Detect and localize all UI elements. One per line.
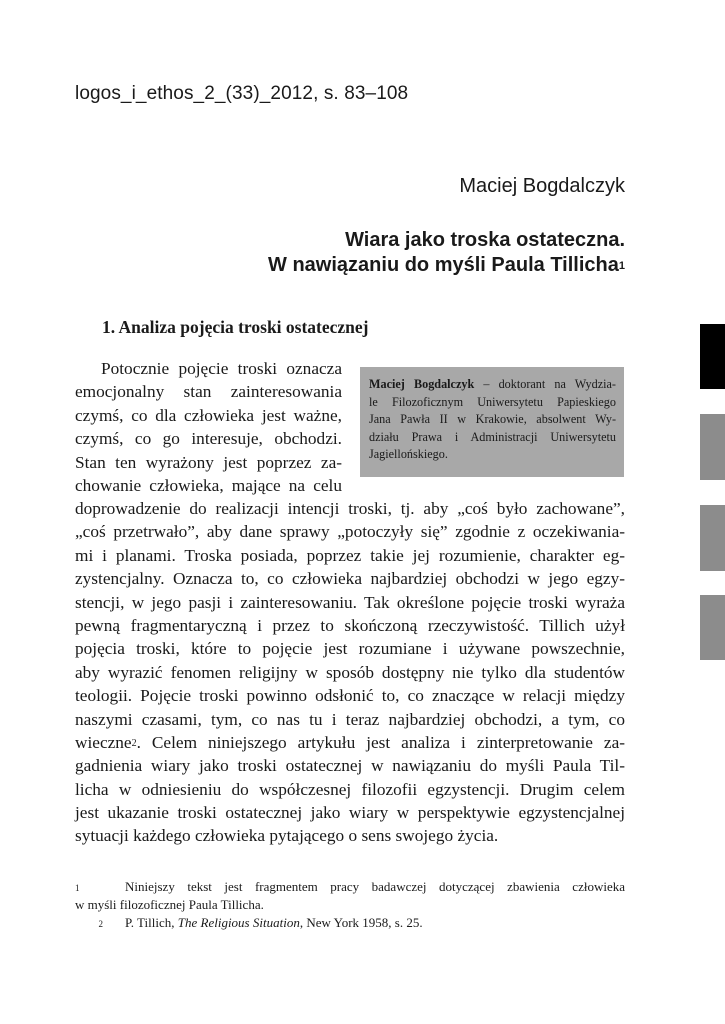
section-heading: 1. Analiza pojęcia troski ostatecznej: [102, 317, 369, 337]
title-line-1: Wiara jako troska ostateczna.: [345, 229, 625, 251]
paragraph-line: emocjonalny stan zainteresowania: [75, 382, 342, 402]
bio-line: Jagiellońskiego.: [369, 447, 448, 461]
paragraph-wrapped-part: [75, 357, 342, 497]
footnote-1-number: 1: [75, 883, 80, 893]
paragraph-line: licha w odniesieniu do współczesnej filozofii egzystencji. Drugim celem: [75, 779, 625, 799]
bio-author-name: Maciej Bogdalczyk: [369, 377, 475, 391]
footnote-2-mark[interactable]: 2: [131, 737, 137, 749]
line-text: . Celem niniejszego artykułu jest analiza i zinterpretowanie za-: [136, 732, 625, 752]
title-line-2-text: W nawiązaniu do myśli Paula Tillicha: [268, 254, 619, 276]
paragraph-line: czymś, co dla człowieka jest ważne,: [75, 405, 342, 425]
footnote-1-text: Niniejszy tekst jest fragmentem pracy badawczej dotyczącej zbawienia człowieka: [125, 879, 625, 894]
bio-line: [369, 376, 616, 394]
footnote-2-text-end: , New York 1958, s. 25.: [299, 915, 423, 930]
author-name: Maciej Bogdalczyk: [459, 175, 625, 197]
title-footnote-mark[interactable]: 1: [618, 260, 625, 272]
paragraph-line: [75, 731, 625, 754]
journal-reference: logos_i_ethos_2_(33)_2012, s. 83–108: [75, 83, 409, 104]
paragraph-line: stencji, w jego pasji i zainteresowaniu. Tak określone pojęcie troski wyraża: [75, 592, 625, 612]
footnote-2-number: 2: [98, 919, 103, 929]
line-text: wieczne: [75, 732, 132, 752]
article-title: [268, 228, 625, 278]
paragraph-line: Potocznie pojęcie troski oznacza: [101, 359, 342, 378]
bio-line: le Filozoficznym Uniwersytetu Papieskiego: [369, 394, 616, 409]
paragraph-line: pewną fragmentaryczną i przez to skończoną rzeczywistość. Tillich użył: [75, 615, 625, 635]
paragraph-full-width-part: [75, 497, 625, 848]
bio-line: działu Prawa i Administracji Uniwersytetu: [369, 429, 616, 444]
paragraph-line: czymś, co go interesuje, obchodzi.: [75, 429, 342, 449]
paragraph-line: mi i planami. Troska posiada, poprzez takie jej rozumienie, charakter eg-: [75, 545, 625, 565]
footnote-1-continued: w myśli filozoficznej Paula Tillicha.: [75, 897, 264, 912]
paragraph-line: teologii. Pojęcie troski powinno odsłonić to, co znaczące w relacji między: [75, 686, 625, 706]
paragraph-line: sytuacji każdego człowieka pytającego o sens swojego życia.: [75, 826, 499, 846]
footnote-2-book-title: The Religious Situation: [177, 915, 300, 930]
bio-text: – doktorant na Wydzia-: [474, 377, 616, 391]
footnotes: [75, 878, 625, 932]
footnote-2: [75, 914, 625, 932]
paragraph-line: aby wyrazić fenomen religijny w sposób dostępny nie tylko dla studentów: [75, 662, 625, 682]
paragraph-line: pojęcia troski, które to pojęcie jest rozumiane i używane powszechnie,: [75, 639, 625, 659]
footnote-1: [75, 878, 625, 896]
section-tab-active[interactable]: [700, 324, 725, 389]
section-tab[interactable]: [700, 505, 725, 571]
paragraph-line: zystencjalny. Oznacza to, co człowieka najbardziej obchodzi w jego egzy-: [75, 569, 625, 589]
paragraph-line: naszymi czasami, tym, co nas tu i teraz najbardziej obchodzi, a tym, co: [75, 709, 625, 729]
paragraph-line: gadnienia wiary jako troski ostatecznej w nawiązaniu do myśli Paula Til-: [75, 756, 625, 776]
footnote-2-text: P. Tillich,: [125, 915, 178, 930]
title-line-2: [268, 253, 625, 278]
paragraph-line: jest ukazanie troski ostatecznej jako wiary w perspektywie egzystencjalnej: [75, 803, 625, 823]
author-bio-box: [360, 367, 624, 477]
bio-line: Jana Pawła II w Krakowie, absolwent Wy-: [369, 412, 616, 426]
paragraph-line: doprowadzenie do realizacji intencji troski, tj. aby „coś było zachowane”,: [75, 499, 625, 518]
paragraph-line: Stan ten wyrażony jest poprzez za-: [75, 452, 342, 472]
section-tab[interactable]: [700, 414, 725, 480]
paragraph-line: „coś przetrwało”, aby dane sprawy „potoczyły się” zgodnie z oczekiwania-: [75, 522, 625, 542]
section-tab[interactable]: [700, 595, 725, 660]
paragraph-line: chowanie człowieka, mające na celu: [75, 475, 342, 495]
